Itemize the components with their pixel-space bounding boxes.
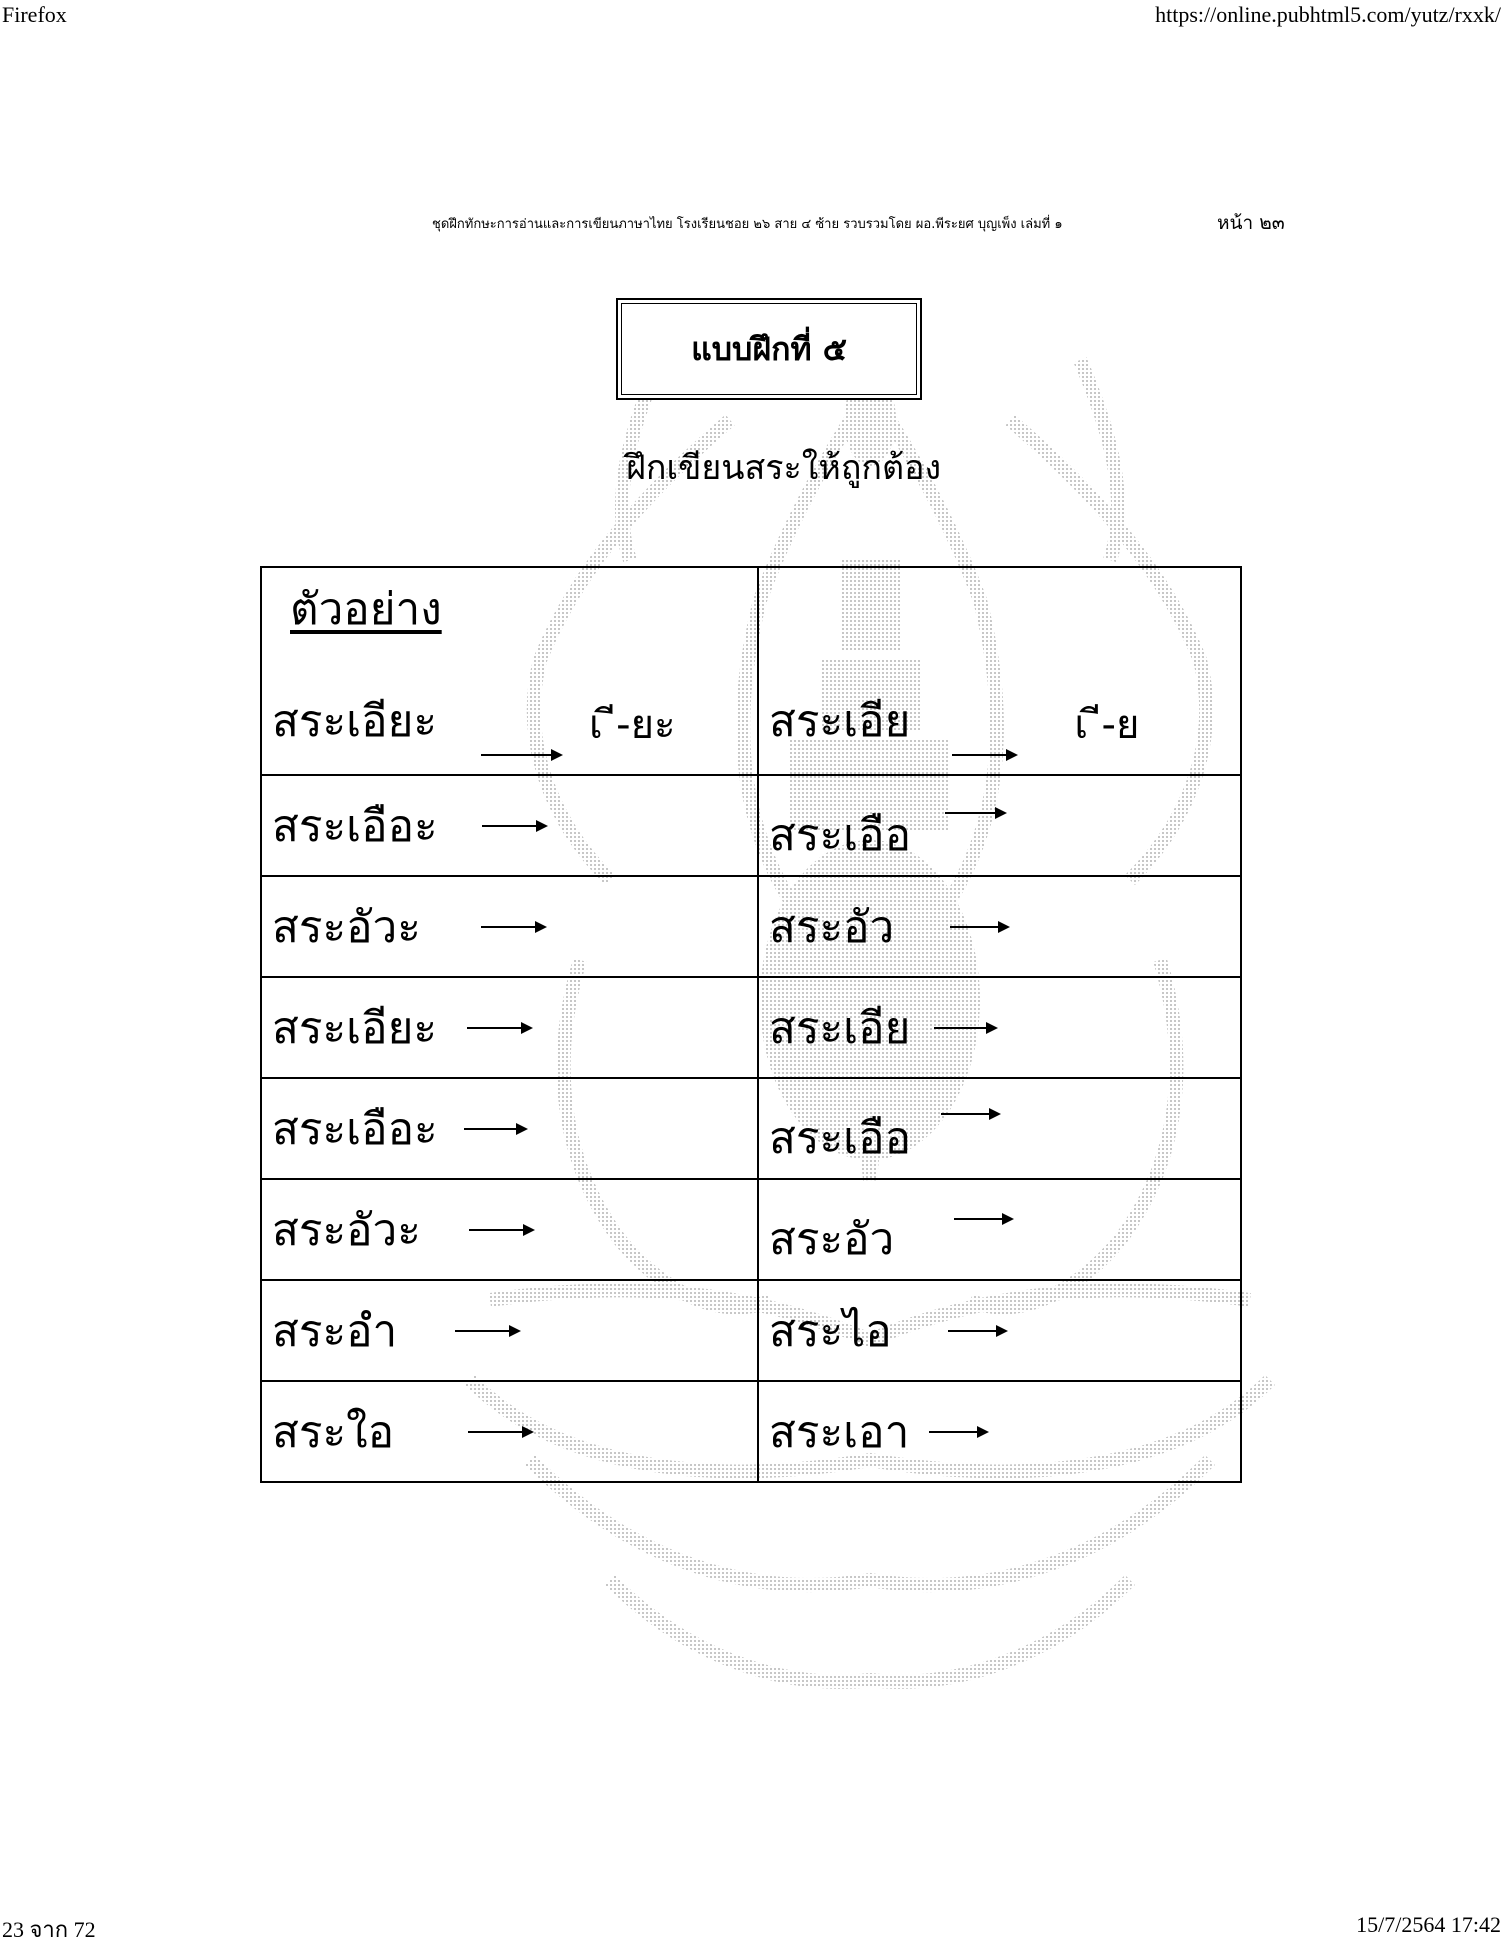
browser-app-name: Firefox	[2, 2, 67, 27]
vowel-label: สระอัว	[769, 901, 895, 953]
table-row-example	[261, 567, 1241, 775]
table-row	[261, 876, 1241, 977]
answer-cell-left[interactable]	[261, 1280, 758, 1381]
arrow-icon	[481, 926, 545, 928]
table-row	[261, 1078, 1241, 1179]
vowel-label: สระอัวะ	[272, 1204, 421, 1256]
page-url: https://online.pubhtml5.com/yutz/rxxk/	[1155, 2, 1501, 27]
arrow-icon	[954, 1218, 1012, 1220]
arrow-icon	[468, 1431, 532, 1433]
answer-cell-left[interactable]	[261, 1381, 758, 1482]
vowel-exercise-table	[260, 566, 1242, 1483]
answer-cell-left[interactable]	[261, 977, 758, 1078]
arrow-icon	[945, 812, 1005, 814]
vowel-label: สระเอียะ	[272, 1002, 437, 1054]
vowel-label: สระเอา	[769, 1406, 910, 1458]
page-indicator: 23 จาก 72	[2, 1917, 96, 1942]
answer-cell-left[interactable]	[261, 775, 758, 876]
arrow-icon	[929, 1431, 987, 1433]
answer-cell-right[interactable]	[758, 1381, 1241, 1482]
answer-cell-left[interactable]	[261, 1078, 758, 1179]
instruction-text: ฝึกเขียนสระให้ถูกต้อง	[626, 448, 942, 488]
vowel-label: สระเอียะ	[272, 696, 437, 747]
table-row	[261, 1280, 1241, 1381]
vowel-label: สระเอือะ	[272, 800, 438, 852]
vowel-label: สระใอ	[272, 1406, 395, 1458]
document-page-number: หน้า ๒๓	[1217, 212, 1285, 234]
document-running-head: ชุดฝึกทักษะการอ่านและการเขียนภาษาไทย โรงเรียนชอย ๒๖ สาย ๔ ซ้าย รวบรวมโดย ผอ.พีระยศ บุญเพ็ง เล่มที่ ๑	[432, 217, 1063, 232]
table-row	[261, 775, 1241, 876]
example-cell-left	[261, 567, 758, 775]
arrow-icon	[952, 754, 1016, 756]
exercise-title: แบบฝึกที่ ๕	[621, 303, 917, 395]
answer-cell-right[interactable]	[758, 775, 1241, 876]
vowel-label: สระเอีย	[769, 1002, 911, 1054]
table-row	[261, 1179, 1241, 1280]
arrow-icon	[482, 825, 546, 827]
answer-cell-right[interactable]	[758, 977, 1241, 1078]
table-row	[261, 1381, 1241, 1482]
answer-cell-left[interactable]	[261, 876, 758, 977]
answer-cell-left[interactable]	[261, 1179, 758, 1280]
arrow-icon	[941, 1113, 999, 1115]
vowel-label: สระไอ	[769, 1305, 892, 1357]
example-cell-right	[758, 567, 1241, 775]
example-answer: เ ี-ยะ	[589, 702, 676, 748]
vowel-label: สระเอือะ	[272, 1103, 438, 1155]
answer-cell-right[interactable]	[758, 1280, 1241, 1381]
arrow-icon	[467, 1027, 531, 1029]
exercise-title-box	[616, 298, 922, 400]
arrow-icon	[948, 1330, 1006, 1332]
example-heading: ตัวอย่าง	[290, 584, 442, 635]
arrow-icon	[455, 1330, 519, 1332]
arrow-icon	[481, 754, 561, 756]
vowel-label: สระเอีย	[769, 696, 911, 747]
answer-cell-right[interactable]	[758, 1078, 1241, 1179]
vowel-label: สระอัว	[769, 1214, 895, 1265]
arrow-icon	[464, 1128, 526, 1130]
vowel-label: สระเอือ	[769, 1113, 912, 1164]
vowel-label: สระอัวะ	[272, 901, 421, 953]
print-datetime: 15/7/2564 17:42	[1356, 1912, 1501, 1937]
vowel-label: สระอำ	[272, 1305, 398, 1357]
answer-cell-right[interactable]	[758, 1179, 1241, 1280]
example-answer: เ ี-ย	[1074, 702, 1140, 748]
answer-cell-right[interactable]	[758, 876, 1241, 977]
table-row	[261, 977, 1241, 1078]
vowel-label: สระเอือ	[769, 810, 912, 861]
arrow-icon	[950, 926, 1008, 928]
arrow-icon	[469, 1229, 533, 1231]
arrow-icon	[934, 1027, 996, 1029]
